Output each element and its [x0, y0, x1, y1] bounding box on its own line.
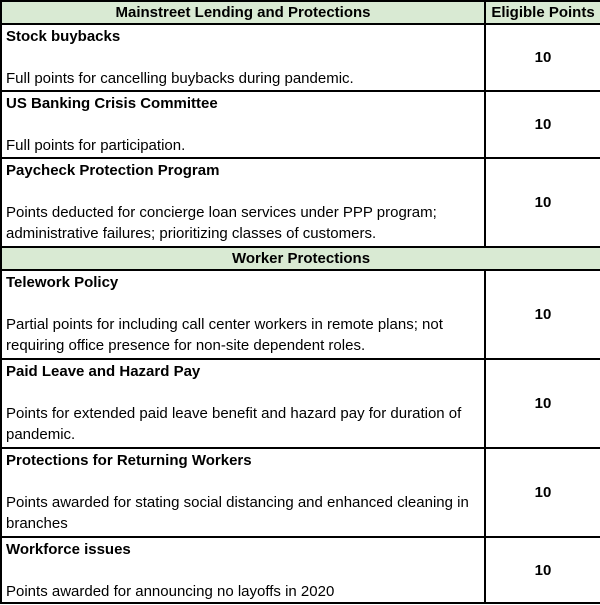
points-value: 10 — [485, 448, 600, 537]
table-header-row — [1, 1, 600, 24]
item-title: Paid Leave and Hazard Pay — [6, 363, 201, 380]
item-description: Full points for cancelling buybacks during pandemic. — [6, 70, 354, 87]
item-description: Points for extended paid leave benefit and hazard pay for duration of pandemic. — [6, 405, 462, 443]
item-title: Protections for Returning Workers — [6, 452, 252, 469]
item-title: Telework Policy — [6, 274, 119, 291]
table-row — [1, 158, 600, 247]
points-value: 10 — [485, 359, 600, 448]
points-column-header: Eligible Points — [485, 1, 600, 24]
item-cell — [1, 158, 485, 247]
item-description: Points awarded for announcing no layoffs in 2020 — [6, 583, 335, 600]
points-value: 10 — [485, 158, 600, 247]
item-cell — [1, 359, 485, 448]
item-cell — [1, 448, 485, 537]
item-title: Stock buybacks — [6, 28, 121, 45]
section-header-worker: Worker Protections — [1, 247, 600, 270]
section-header-row — [1, 247, 600, 270]
table-row — [1, 448, 600, 537]
points-value: 10 — [485, 537, 600, 603]
item-cell — [1, 24, 485, 91]
item-cell — [1, 270, 485, 359]
table-row — [1, 270, 600, 359]
table-row — [1, 537, 600, 603]
table-row — [1, 24, 600, 91]
points-value: 10 — [485, 24, 600, 91]
points-value: 10 — [485, 91, 600, 158]
item-cell — [1, 537, 485, 603]
item-cell — [1, 91, 485, 158]
item-title: US Banking Crisis Committee — [6, 95, 218, 112]
item-title: Workforce issues — [6, 541, 131, 558]
item-title: Paycheck Protection Program — [6, 162, 220, 179]
item-description: Partial points for including call center workers in remote plans; not requiring office presence for non-site dependent roles. — [6, 316, 443, 354]
item-description: Full points for participation. — [6, 137, 186, 154]
section-header-mainstreet: Mainstreet Lending and Protections — [1, 1, 485, 24]
item-description: Points deducted for concierge loan services under PPP program; administrative failures; prioritizing classes of customers. — [6, 204, 437, 242]
table-row — [1, 359, 600, 448]
points-value: 10 — [485, 270, 600, 359]
item-description: Points awarded for stating social distancing and enhanced cleaning in branches — [6, 494, 469, 532]
table-row — [1, 91, 600, 158]
